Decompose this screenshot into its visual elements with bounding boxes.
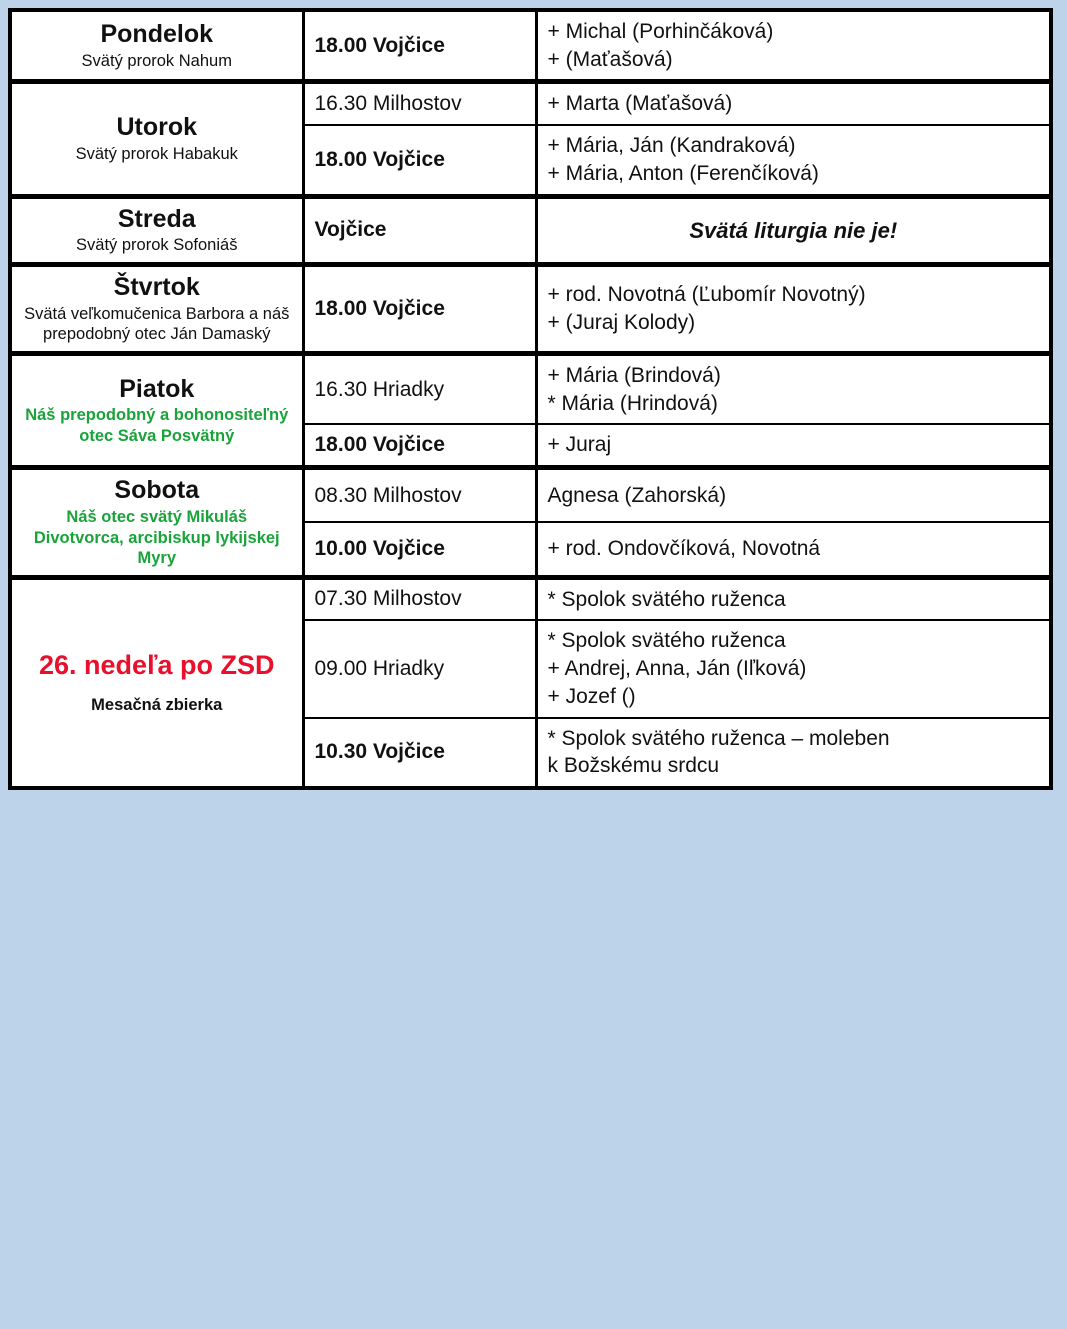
day-title: Piatok bbox=[119, 374, 195, 403]
intention-line: + Mária (Brindová) bbox=[547, 363, 721, 387]
intention-line: * Spolok svätého ruženca – moleben bbox=[547, 726, 890, 750]
day-subtitle: Svätý prorok Nahum bbox=[81, 51, 232, 70]
intention-line: * Spolok svätého ruženca bbox=[547, 587, 786, 611]
time-place-cell: 08.30 Milhostov bbox=[303, 468, 536, 523]
intention-line: + Jozef () bbox=[547, 684, 636, 708]
day-title: Streda bbox=[117, 204, 196, 233]
intention-line: + Michal (Porhinčáková) bbox=[547, 20, 774, 43]
schedule-day-row bbox=[10, 10, 1051, 82]
day-cell bbox=[10, 10, 303, 82]
time-place-cell: 10.30 Vojčice bbox=[303, 718, 536, 788]
time-place-cell: 18.00 Vojčice bbox=[303, 125, 536, 196]
day-subtitle: Náš prepodobný a bohonositeľný otec Sáva Posvätný bbox=[25, 406, 289, 445]
intention-line: k Božskému srdcu bbox=[547, 754, 720, 778]
day-subtitle: Svätý prorok Sofoniáš bbox=[76, 236, 238, 255]
day-subtitle: Náš otec svätý Mikuláš Divotvorca, arcibiskup lykijskej Myry bbox=[33, 507, 280, 568]
intention-line: + Marta (Maťašová) bbox=[547, 92, 733, 116]
time-place-cell: 07.30 Milhostov bbox=[303, 577, 536, 620]
day-subtitle: Mesačná zbierka bbox=[91, 696, 223, 715]
intention-line: + Mária, Ján (Kandraková) bbox=[547, 134, 796, 158]
time-place-cell: 18.00 Vojčice bbox=[303, 264, 536, 353]
day-cell bbox=[10, 353, 303, 467]
day-cell bbox=[10, 82, 303, 196]
schedule-day-row bbox=[10, 82, 1051, 125]
intention-line: * Mária (Hrindová) bbox=[547, 391, 718, 415]
intention-line: + rod. Novotná (Ľubomír Novotný) bbox=[547, 283, 866, 307]
time-place-cell: 18.00 Vojčice bbox=[303, 424, 536, 467]
intention-cell bbox=[536, 196, 1051, 264]
time-place-cell: 10.00 Vojčice bbox=[303, 522, 536, 577]
schedule-day-row bbox=[10, 264, 1051, 353]
time-place-cell: 16.30 Milhostov bbox=[303, 82, 536, 125]
day-title: Utorok bbox=[116, 113, 198, 142]
intention-note: Svätá liturgia nie je! bbox=[689, 217, 898, 243]
day-title: 26. nedeľa po ZSD bbox=[39, 650, 275, 681]
intention-line: + (Maťašová) bbox=[547, 47, 673, 71]
day-subtitle: Svätá veľkomučenica Barbora a náš prepodobný otec Ján Damaský bbox=[24, 304, 290, 344]
intention-line: * Spolok svätého ruženca bbox=[547, 629, 786, 653]
intention-line: Agnesa (Zahorská) bbox=[547, 483, 727, 507]
schedule-day-row bbox=[10, 196, 1051, 264]
intention-cell bbox=[536, 264, 1051, 353]
day-subtitle: Svätý prorok Habakuk bbox=[75, 145, 238, 164]
intention-cell bbox=[536, 10, 1051, 82]
schedule-day-row bbox=[10, 468, 1051, 523]
day-cell bbox=[10, 264, 303, 353]
day-title: Pondelok bbox=[100, 20, 213, 49]
time-place-cell: Vojčice bbox=[303, 196, 536, 264]
time-place-cell: 16.30 Hriadky bbox=[303, 353, 536, 424]
schedule-body bbox=[10, 10, 1051, 788]
intention-cell bbox=[536, 468, 1051, 523]
time-place-cell: 18.00 Vojčice bbox=[303, 10, 536, 82]
liturgy-schedule-table bbox=[8, 8, 1053, 790]
intention-line: + Andrej, Anna, Ján (Iľková) bbox=[547, 657, 807, 681]
day-cell bbox=[10, 196, 303, 264]
intention-cell bbox=[536, 522, 1051, 577]
intention-cell bbox=[536, 577, 1051, 620]
intention-cell bbox=[536, 620, 1051, 717]
day-cell bbox=[10, 468, 303, 578]
day-cell bbox=[10, 577, 303, 788]
intention-line: + (Juraj Kolody) bbox=[547, 310, 696, 334]
time-place-cell: 09.00 Hriadky bbox=[303, 620, 536, 717]
day-title: Sobota bbox=[114, 476, 200, 505]
intention-line: + Juraj bbox=[547, 433, 612, 457]
intention-cell bbox=[536, 718, 1051, 788]
intention-line: + Mária, Anton (Ferenčíková) bbox=[547, 161, 819, 185]
day-title: Štvrtok bbox=[113, 272, 200, 301]
intention-cell bbox=[536, 424, 1051, 467]
intention-line: + rod. Ondovčíková, Novotná bbox=[547, 537, 821, 561]
intention-cell bbox=[536, 125, 1051, 196]
intention-cell bbox=[536, 353, 1051, 424]
intention-cell bbox=[536, 82, 1051, 125]
schedule-day-row bbox=[10, 577, 1051, 620]
schedule-day-row bbox=[10, 353, 1051, 424]
